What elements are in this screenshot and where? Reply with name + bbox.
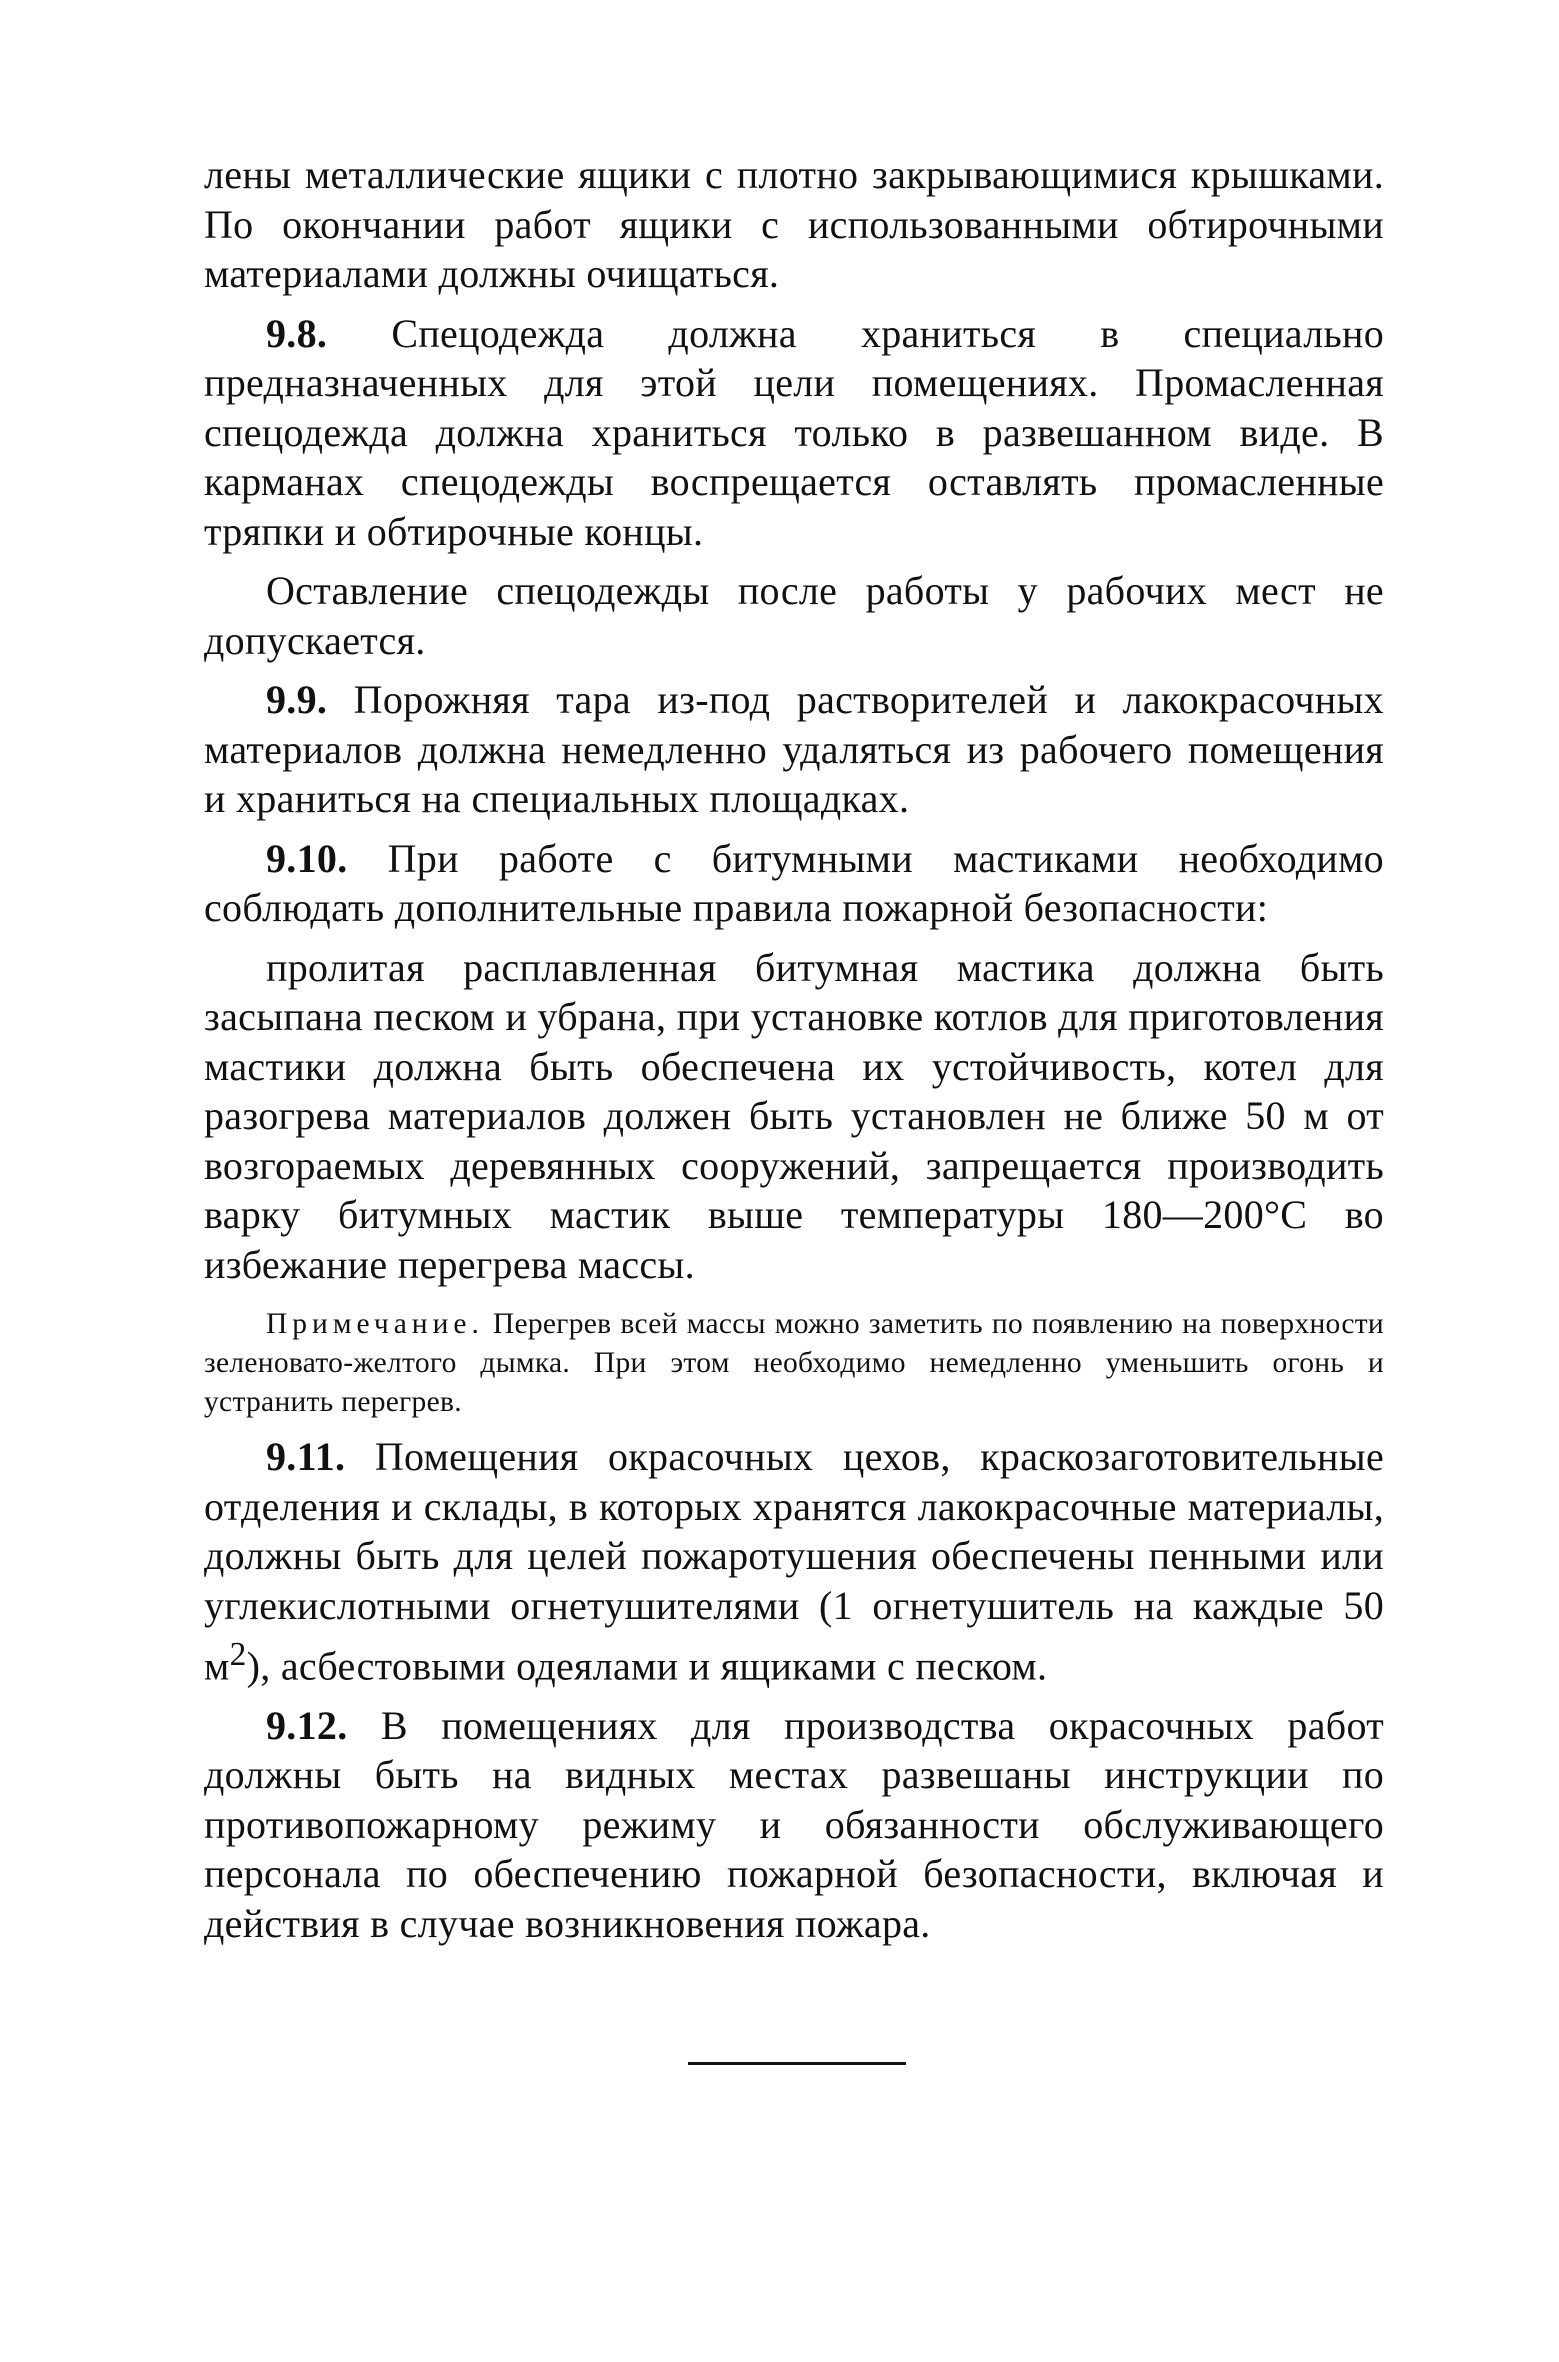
superscript: 2 — [229, 1636, 247, 1673]
paragraph-text-end: ), асбестовыми одеялами и ящиками с песком. — [246, 1643, 1048, 1689]
clause-number: 9.11. — [266, 1434, 346, 1479]
clause-number: 9.12. — [266, 1702, 348, 1748]
paragraph-9-8 — [204, 309, 1384, 557]
paragraph-text: В помещениях для производства окрасочных работ должны быть на видных местах развешаны инструкции по противопожарному режиму и обязанности обслуживающего персонала по обеспечению пожарной безопасности, включая и действия в случае возникновения пожара. — [204, 1702, 1384, 1946]
paragraph-text: Спецодежда должна храниться в специально предназначенных для этой цели помещениях. Промасленная спецодежда должна храниться только в развешанном виде. В карманах спецодежды воспрещается оставлять промасленные тряпки и обтирочные концы. — [204, 310, 1384, 554]
end-divider — [688, 2062, 906, 2065]
document-page — [204, 150, 1384, 1948]
paragraph-9-11 — [204, 1432, 1384, 1691]
note-label: Примечание. — [266, 1308, 484, 1340]
note-text: Перегрев всей массы можно заметить по появлению на поверхности зеленовато-желтого дымка. При этом необходимо немедленно уменьшить огонь и устранить перегрев. — [204, 1308, 1384, 1418]
paragraph-text: Порожняя тара из-под растворителей и лакокрасочных материалов должна немедленно удаляться из рабочего помещения и храниться на специальных площадках. — [204, 677, 1384, 821]
clause-number: 9.9. — [266, 677, 328, 722]
note — [204, 1305, 1384, 1422]
paragraph-continuation: лены металлические ящики с плотно закрывающимися крышками. По окончании работ ящики с использованными обтирочными материалами должны очищаться. — [204, 152, 1384, 296]
paragraph-9-8-cont: Оставление спецодежды после работы у рабочих мест не допускается. — [204, 568, 1384, 663]
paragraph-9-12 — [204, 1701, 1384, 1949]
paragraph-9-9 — [204, 675, 1384, 824]
paragraph-9-10-rules: пролитая расплавленная битумная мастика должна быть засыпана песком и убрана, при установке котлов для приготовления мастики должна быть обеспечена их устойчивость, котел для разогрева материалов должен быть установлен не ближе 50 м от возгораемых деревянных сооружений, запрещается производить варку битумных мастик выше температуры 180—200°С во избежание перегрева массы. — [204, 944, 1384, 1287]
paragraph-text: Помещения окрасочных цехов, краскозаготовительные отделения и склады, в которых хранятся лакокрасочные материалы, должны быть для целей пожаротушения обеспечены пенными или углекислотными огнетушителями (1 огнетушитель на каждые 50 м — [204, 1434, 1384, 1689]
paragraph-9-10 — [204, 834, 1384, 933]
clause-number: 9.10. — [266, 835, 348, 881]
clause-number: 9.8. — [266, 310, 328, 356]
paragraph-text: При работе с битумными мастиками необходимо соблюдать дополнительные правила пожарной безопасности: — [204, 835, 1384, 930]
